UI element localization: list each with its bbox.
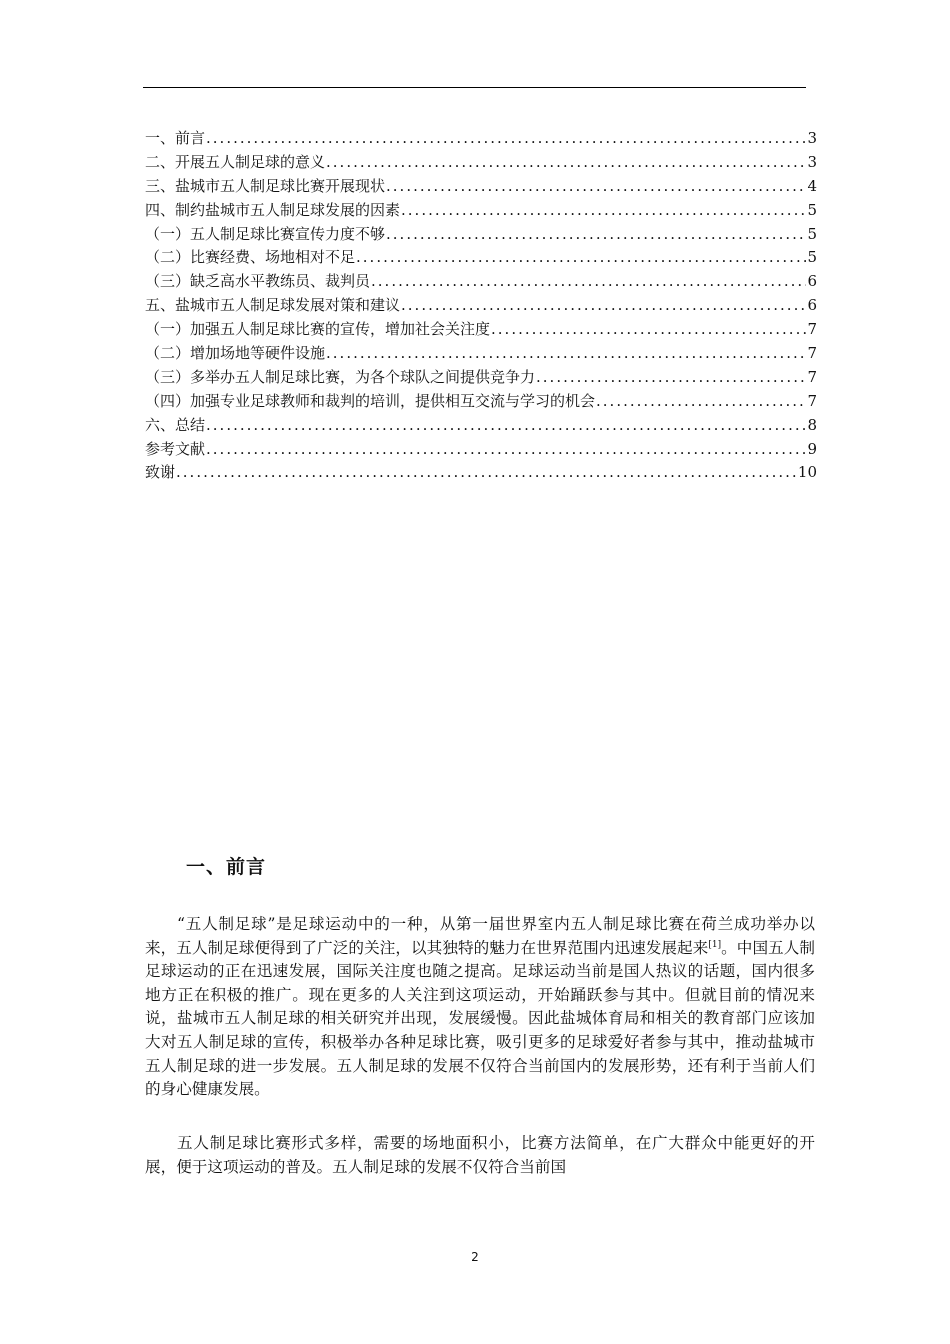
toc-entry-title: 一、前言 bbox=[145, 129, 206, 147]
toc-leader-dots bbox=[206, 414, 806, 438]
toc-entry-page: 5 bbox=[807, 248, 817, 267]
toc-entry-page: 5 bbox=[807, 224, 817, 243]
toc-entry-page: 10 bbox=[797, 463, 817, 482]
toc-entry-page: 3 bbox=[807, 152, 817, 171]
toc-leader-dots bbox=[491, 318, 806, 342]
toc-entry-page: 3 bbox=[807, 129, 817, 147]
toc-entry[interactable] bbox=[145, 175, 817, 199]
toc-entry-title: （三）缺乏高水平教练员、裁判员 bbox=[145, 272, 371, 291]
toc-entry-page: 7 bbox=[807, 320, 817, 339]
toc-entry-title: 三、盐城市五人制足球比赛开展现状 bbox=[145, 176, 386, 195]
toc-leader-dots bbox=[386, 175, 806, 199]
toc-leader-dots bbox=[401, 294, 806, 318]
toc-entry-page: 7 bbox=[807, 367, 817, 386]
toc-entry[interactable] bbox=[145, 294, 817, 318]
toc-entry-page: 8 bbox=[807, 415, 817, 434]
toc-entry[interactable] bbox=[145, 390, 817, 414]
toc-leader-dots bbox=[326, 342, 806, 366]
toc-leader-dots bbox=[176, 461, 797, 485]
toc-entry[interactable] bbox=[145, 366, 817, 390]
toc-leader-dots bbox=[356, 246, 806, 270]
toc-entry-page: 7 bbox=[807, 391, 817, 410]
toc-entry-page: 9 bbox=[807, 439, 817, 458]
toc-entry[interactable] bbox=[145, 223, 817, 247]
toc-entry[interactable] bbox=[145, 438, 817, 462]
toc-entry-title: （一）五人制足球比赛宣传力度不够 bbox=[145, 224, 386, 243]
toc-entry[interactable] bbox=[145, 414, 817, 438]
toc-entry-title: 五、盐城市五人制足球发展对策和建议 bbox=[145, 296, 401, 315]
citation-ref[interactable]: [1] bbox=[708, 939, 722, 950]
toc-entry-page: 5 bbox=[807, 200, 817, 219]
section-heading: 一、前言 bbox=[186, 856, 267, 878]
paragraph-text: “五人制足球”是足球运动中的一种，从第一届世界室内五人制足球比赛在荷兰成功举办以来，五人制足球便得到了广泛的关注，以其独特的魅力在世界范围内迅速发展起来 bbox=[145, 915, 815, 957]
toc-entry-page: 4 bbox=[807, 176, 817, 195]
toc-entry-page: 6 bbox=[807, 296, 817, 315]
toc-entry-title: 二、开展五人制足球的意义 bbox=[145, 152, 326, 171]
toc-leader-dots bbox=[401, 199, 806, 223]
toc-entry-title: 六、总结 bbox=[145, 415, 206, 434]
toc-entry-title: （一）加强五人制足球比赛的宣传，增加社会关注度 bbox=[145, 320, 491, 339]
page-number: 2 bbox=[471, 1250, 479, 1264]
toc-leader-dots bbox=[206, 127, 806, 151]
toc-leader-dots bbox=[326, 151, 806, 175]
toc-entry[interactable] bbox=[145, 318, 817, 342]
toc-entry-title: （四）加强专业足球教师和裁判的培训，提供相互交流与学习的机会 bbox=[145, 391, 596, 410]
toc-entry-page: 7 bbox=[807, 344, 817, 363]
toc-entry-title: （三）多举办五人制足球比赛，为各个球队之间提供竞争力 bbox=[145, 367, 536, 386]
header-rule bbox=[143, 87, 806, 88]
toc-entry[interactable] bbox=[145, 246, 817, 270]
body-paragraph: 五人制足球比赛形式多样，需要的场地面积小，比赛方法简单，在广大群众中能更好的开展，便于这项运动的普及。五人制足球的发展不仅符合当前国 bbox=[145, 1134, 815, 1176]
toc-entry-title: （二）比赛经费、场地相对不足 bbox=[145, 248, 356, 267]
toc-leader-dots bbox=[536, 366, 806, 390]
toc-entry[interactable] bbox=[145, 151, 817, 175]
toc-entry-title: （二）增加场地等硬件设施 bbox=[145, 344, 326, 363]
toc-entry[interactable] bbox=[145, 199, 817, 223]
toc-leader-dots bbox=[596, 390, 806, 414]
toc-leader-dots bbox=[371, 270, 806, 294]
toc-entry[interactable] bbox=[145, 342, 817, 366]
paragraph-text: 。中国五人制足球运动的正在迅速发展，国际关注度也随之提高。足球运动当前是国人热议的话题，国内很多地方正在积极的推广。现在更多的人关注到这项运动，开始踊跃参与其中。但就目前的情况来说，盐城市五人制足球的相关研究并出现，发展缓慢。因此盐城体育局和相关的教育部门应该加大对五人制足球的宣传，积极举办各种足球比赛，吸引更多的足球爱好者参与其中，推动盐城市五人制足球的进一步发展。五人制足球的发展不仅符合当前国内的发展形势，还有利于当前人们的身心健康发展。 bbox=[145, 938, 815, 1099]
toc-entry[interactable] bbox=[145, 270, 817, 294]
toc-leader-dots bbox=[386, 223, 806, 247]
table-of-contents bbox=[145, 127, 817, 485]
toc-entry-title: 致谢 bbox=[145, 463, 176, 482]
toc-entry[interactable] bbox=[145, 127, 817, 151]
body-paragraph bbox=[145, 913, 815, 1102]
toc-entry-title: 参考文献 bbox=[145, 439, 206, 458]
toc-entry-page: 6 bbox=[807, 272, 817, 291]
toc-leader-dots bbox=[206, 438, 806, 462]
toc-entry[interactable] bbox=[145, 461, 817, 485]
toc-entry-title: 四、制约盐城市五人制足球发展的因素 bbox=[145, 200, 401, 219]
